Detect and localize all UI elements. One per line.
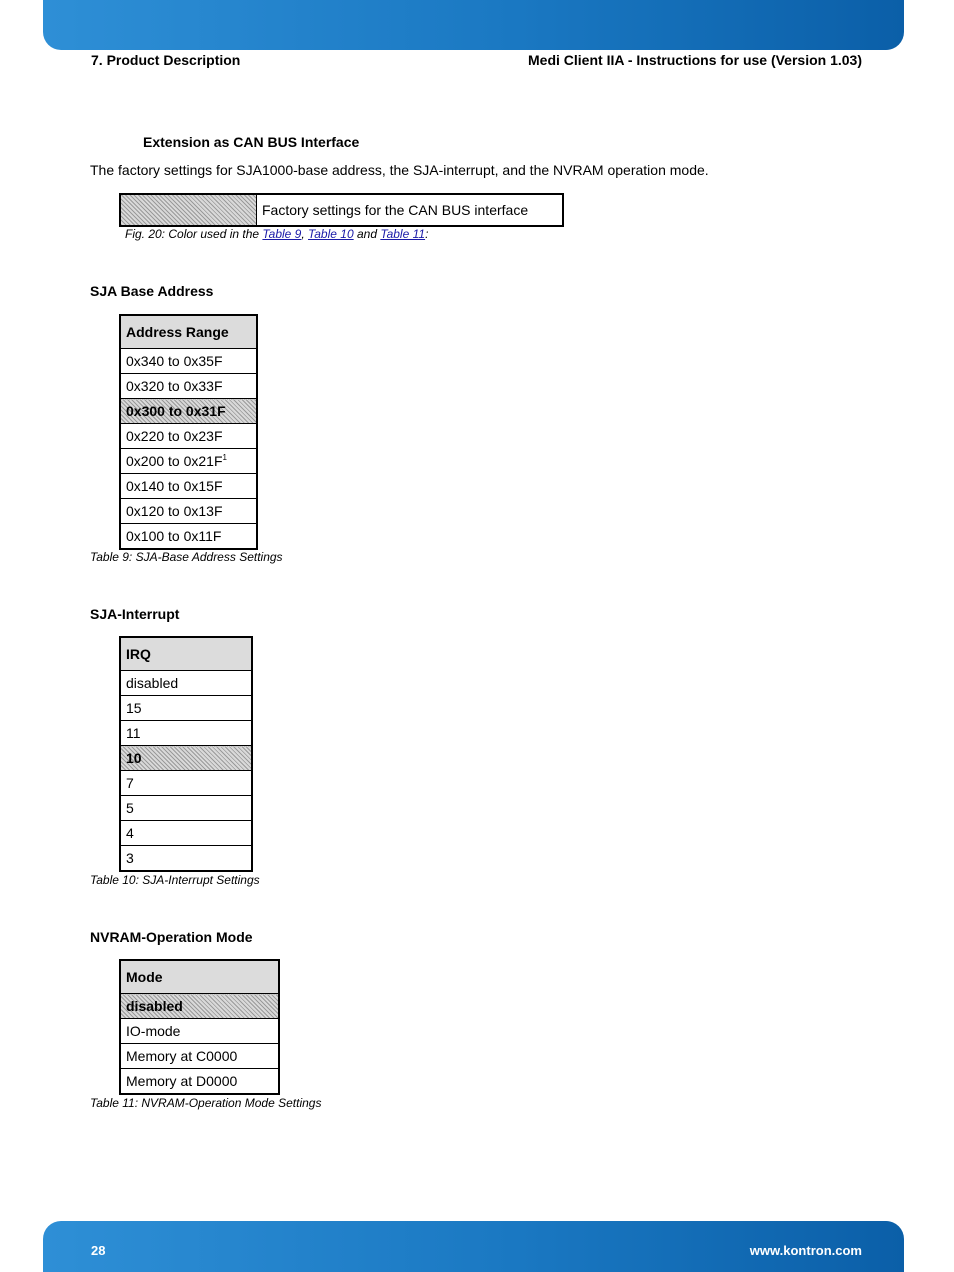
table-cell: 0x100 to 0x11F	[120, 524, 257, 550]
table-cell-default: disabled	[120, 994, 279, 1019]
section-title: Extension as CAN BUS Interface	[143, 134, 360, 150]
sja-base-heading: SJA Base Address	[90, 283, 214, 299]
table-cell	[120, 449, 257, 474]
page-number: 28	[91, 1243, 106, 1258]
table-cell: Memory at D0000	[120, 1069, 279, 1095]
table-11-caption: Table 11: NVRAM-Operation Mode Settings	[90, 1096, 322, 1110]
table-cell: 0x140 to 0x15F	[120, 474, 257, 499]
legend-label: Factory settings for the CAN BUS interface	[262, 202, 529, 218]
top-banner	[43, 0, 904, 50]
table-header: IRQ	[120, 637, 252, 671]
table-11-link[interactable]: Table 11	[380, 227, 426, 241]
table-cell: 0x340 to 0x35F	[120, 349, 257, 374]
legend-caption	[125, 227, 428, 241]
color-legend	[119, 193, 564, 227]
table-10-caption: Table 10: SJA-Interrupt Settings	[90, 873, 260, 887]
caption-suffix: :	[425, 227, 429, 241]
table-cell-default: 0x300 to 0x31F	[120, 399, 257, 424]
table-cell: 5	[120, 796, 252, 821]
intro-paragraph: The factory settings for SJA1000-base address, the SJA-interrupt, and the NVRAM operation mode.	[90, 162, 709, 178]
table-cell-default: 10	[120, 746, 252, 771]
chapter-title: 7. Product Description	[91, 52, 241, 68]
sja-base-table	[119, 314, 258, 550]
footnote-marker: 1	[222, 453, 227, 462]
table-10-link[interactable]: Table 10	[308, 227, 354, 241]
table-9-link[interactable]: Table 9	[262, 227, 302, 241]
website-url: www.kontron.com	[749, 1243, 862, 1258]
table-cell: 4	[120, 821, 252, 846]
table-cell: 3	[120, 846, 252, 872]
table-cell: 0x120 to 0x13F	[120, 499, 257, 524]
table-9-caption: Table 9: SJA-Base Address Settings	[90, 550, 283, 564]
table-cell: 0x320 to 0x33F	[120, 374, 257, 399]
caption-sep-2: and	[353, 227, 381, 241]
table-cell: 0x220 to 0x23F	[120, 424, 257, 449]
table-cell: 7	[120, 771, 252, 796]
table-cell: 11	[120, 721, 252, 746]
sja-interrupt-table	[119, 636, 253, 872]
table-header: Address Range	[120, 315, 257, 349]
sja-interrupt-heading: SJA-Interrupt	[90, 606, 180, 622]
table-cell: 15	[120, 696, 252, 721]
table-cell: IO-mode	[120, 1019, 279, 1044]
nvram-table	[119, 959, 280, 1095]
document-title: Medi Client IIA - Instructions for use (Version 1.03)	[528, 52, 862, 68]
legend-swatch	[121, 195, 257, 225]
table-cell: Memory at C0000	[120, 1044, 279, 1069]
caption-sep-1: ,	[301, 227, 309, 241]
table-cell: disabled	[120, 671, 252, 696]
caption-prefix: Fig. 20: Color used in the	[125, 227, 263, 241]
table-header: Mode	[120, 960, 279, 994]
cell-text: 0x200 to 0x21F	[126, 453, 223, 469]
nvram-heading: NVRAM-Operation Mode	[90, 929, 253, 945]
